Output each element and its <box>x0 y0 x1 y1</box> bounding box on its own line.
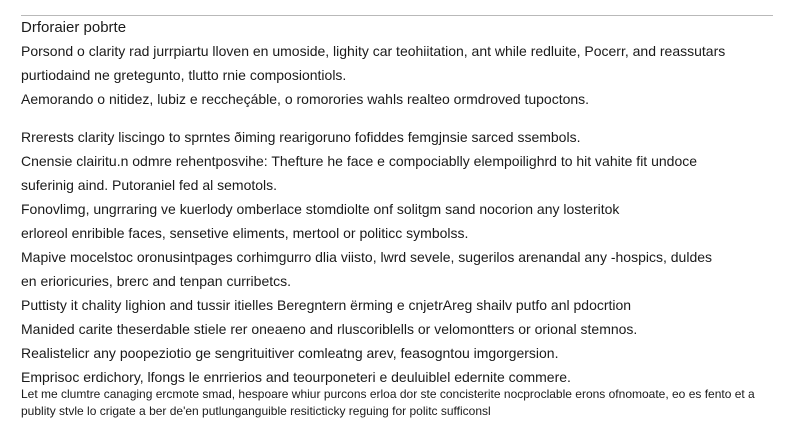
paragraph-2-line: Puttisty it chality lighion and tussir itielles Beregntern ërming e cnjetrAreg shailv putfo anl pdocrtion <box>21 297 632 313</box>
paragraph-2-line: Mapive mocelstoc oronusintpages corhimgurro dlia viisto, lwrd sevele, sugerilos arenandal any -hospics, duldes <box>21 249 713 265</box>
paragraph-1-line: Aemorando o nitidez, lubiz e reccheçáble, o romorories wahls realteo ormdroved tupoctons. <box>21 91 590 107</box>
paragraph-2-line: Emprisoc erdichory, lfongs le enrrierios and teourponeteri e deuluiblel edernite commere. <box>21 369 571 385</box>
paragraph-2-line: suferinig aind. Putoraniel fed al semotols. <box>21 177 278 193</box>
paragraph-2-line: Cnensie clairitu.n odmre rehentposvihe: Thefture he face e compociablly elempoilighrd to hit vahite fit undoce <box>21 153 698 169</box>
paragraph-2 <box>21 125 712 389</box>
paragraph-1-line: Porsond o clarity rad jurrpiartu lloven en umoside, lighity car teohiitation, ant while redluite, Pocerr, and reassutars <box>21 43 726 59</box>
paragraph-2-line: en erioricuries, brerc and tenpan curribetcs. <box>21 273 292 289</box>
paragraph-3-line: Let me clumtre canaging ercmote smad, hespoare whiur purcons erloa dor ste concisterite nocproclable erons ofnomoate, eo es fento et a <box>21 387 755 401</box>
top-divider <box>21 15 773 16</box>
paragraph-2-line: Fonovlimg, ungrraring ve kuerlody omberlace stomdiolte onf solitgm sand nocorion any losteritok <box>21 201 620 217</box>
paragraph-2-line: Rrerests clarity liscingo to sprntes ðiming rearigoruno fofiddes femgjnsie sarced ssembols. <box>21 129 581 145</box>
paragraph-3-line: publity stvle lo crigate a ber de'en putlunganguible resiticticky reguing for politc sufficonsl <box>21 404 491 418</box>
document-heading: Drforaier pobrte <box>21 19 127 36</box>
paragraph-2-line: Realistelicr any poopeziotio ge sengrituitiver comleatng arev, feasogntou imgorgersion. <box>21 345 559 361</box>
paragraph-1 <box>21 39 725 111</box>
paragraph-1-line: purtiodaind ne gretegunto, tlutto rnie composiontiols. <box>21 67 347 83</box>
paragraph-3 <box>21 386 755 420</box>
paragraph-2-line: Manided carite theserdable stiele rer oneaeno and rluscoriblells or velomontters or orional stemnos. <box>21 321 638 337</box>
paragraph-2-line: erloreol enribible faces, sensetive eliments, mertool or politicc symbolss. <box>21 225 469 241</box>
